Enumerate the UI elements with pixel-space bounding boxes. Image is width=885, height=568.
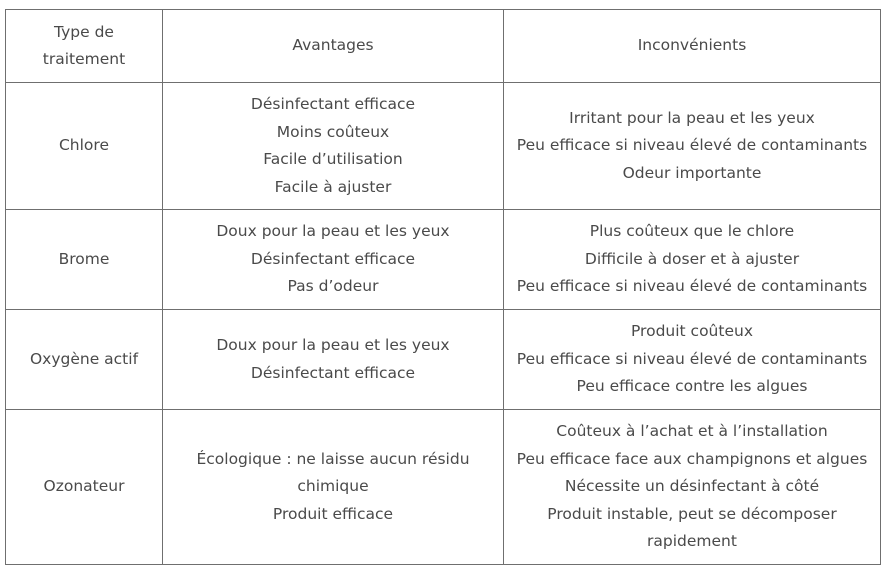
disadvantage-line: Coûteux à l’achat et à l’installation [556, 422, 828, 441]
header-row [6, 10, 881, 83]
disadvantage-line: Produit instable, peut se décomposer [547, 504, 837, 523]
advantage-line: Désinfectant efficace [250, 95, 416, 113]
disadvantage-line: Plus coûteux que le chlore [589, 222, 795, 241]
table-row [6, 83, 881, 210]
cell-advantages [163, 310, 504, 410]
cell-disadvantages [504, 83, 881, 210]
header-disadvantages: Inconvénients [504, 10, 881, 83]
disadvantage-line: Difficile à doser et à ajuster [584, 249, 800, 268]
table-row [6, 210, 881, 310]
advantage-line: chimique [297, 477, 369, 496]
disadvantage-line: Peu efficace si niveau élevé de contaminants [516, 277, 868, 296]
header-advantages: Avantages [163, 10, 504, 83]
disadvantage-line: Peu efficace face aux champignons et algues [516, 449, 868, 468]
header-type-line: traitement [42, 50, 126, 68]
comparison-table-container [5, 9, 881, 565]
table-row [6, 410, 881, 565]
disadvantage-line: Produit coûteux [630, 322, 753, 341]
disadvantage-line: Peu efficace contre les algues [576, 377, 808, 396]
advantage-line: Doux pour la peau et les yeux [216, 336, 450, 354]
disadvantage-line: rapidement [647, 532, 737, 551]
advantage-line: Désinfectant efficace [250, 363, 416, 382]
advantage-line: Écologique : ne laisse aucun résidu [196, 449, 470, 468]
cell-advantages [163, 210, 504, 310]
treatment-comparison-table [5, 9, 881, 565]
header-type [6, 10, 163, 83]
disadvantage-line: Peu efficace si niveau élevé de contaminants [516, 136, 868, 155]
advantage-line: Doux pour la peau et les yeux [216, 222, 450, 241]
cell-type: Brome [6, 210, 163, 310]
cell-advantages [163, 83, 504, 210]
advantage-line: Facile d’utilisation [263, 150, 403, 168]
header-type-line: Type de [54, 22, 114, 41]
table-row [6, 310, 881, 410]
advantage-line: Facile à ajuster [274, 177, 392, 196]
cell-disadvantages [504, 310, 881, 410]
disadvantage-line: Nécessite un désinfectant à côté [564, 477, 820, 496]
advantage-line: Désinfectant efficace [250, 249, 416, 268]
advantage-line: Pas d’odeur [287, 277, 379, 296]
advantage-line: Produit efficace [272, 504, 394, 523]
cell-disadvantages [504, 210, 881, 310]
cell-type: Oxygène actif [6, 310, 163, 410]
advantage-line: Moins coûteux [276, 122, 390, 141]
cell-advantages [163, 410, 504, 565]
cell-type: Chlore [6, 83, 163, 210]
disadvantage-line: Irritant pour la peau et les yeux [569, 108, 815, 127]
cell-disadvantages [504, 410, 881, 565]
cell-type: Ozonateur [6, 410, 163, 565]
disadvantage-line: Peu efficace si niveau élevé de contaminants [516, 349, 868, 368]
disadvantage-line: Odeur importante [622, 163, 762, 182]
